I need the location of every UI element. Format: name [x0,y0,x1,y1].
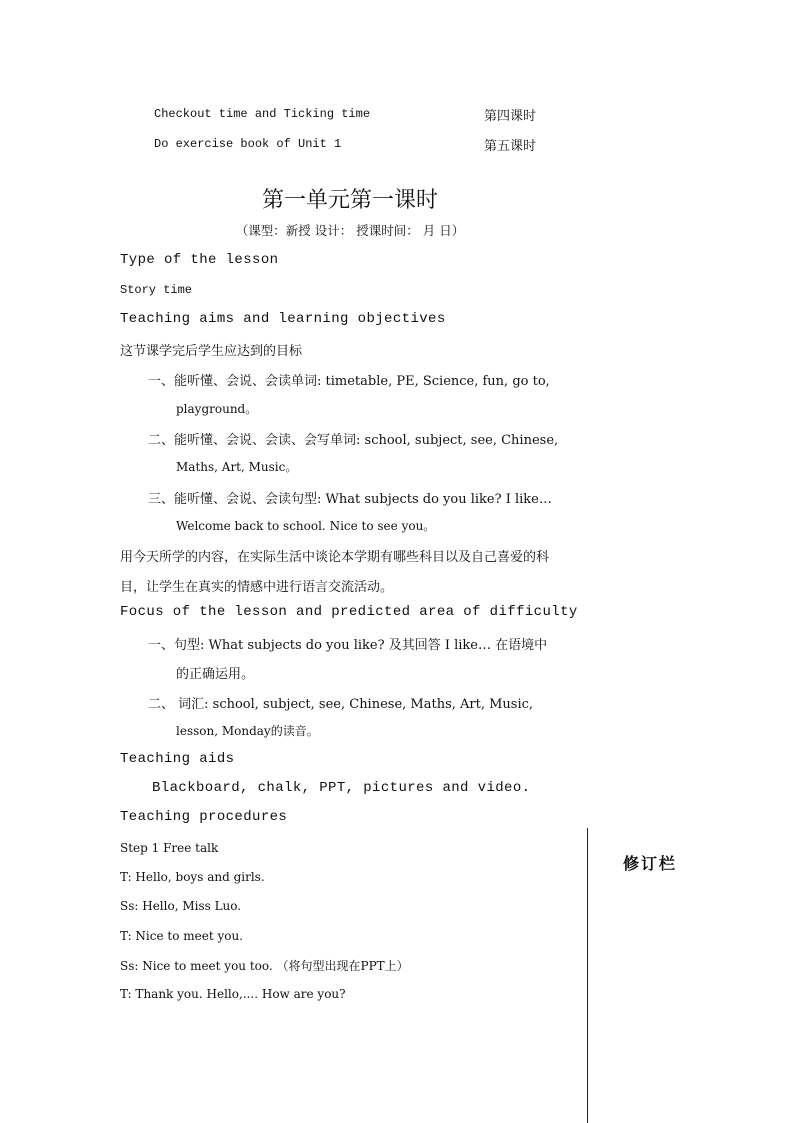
page-title: 第一单元第一课时 [261,188,438,213]
focus-2-line1 [148,693,533,712]
procedure-line-4: T: Nice to meet you. [120,929,244,943]
aim-2-text: 能听懂、会说、会读、会写单词: school, subject, see, Chinese, [174,433,559,448]
focus-2-line2: lesson, Monday的读音。 [176,724,319,738]
procedure-line-1: Step 1 Free talk [120,841,219,855]
focus-1-line1 [148,634,547,653]
procedure-line-5: Ss: Nice to meet you too. （将句型出现在PPT上） [120,959,409,973]
aims-paragraph-line2: 目，让学生在真实的情感中进行语言交流活动。 [120,580,394,595]
aim-1-marker: 一、 [148,374,175,389]
aim-3-marker: 三、 [148,492,175,507]
aim-3-line1 [148,488,552,507]
aims-paragraph-line1: 用今天所学的内容，在实际生活中谈论本学期有哪些科目以及自己喜爱的科 [120,550,550,565]
focus-2-marker: 二、 [148,697,175,712]
aids-value: Blackboard, chalk, PPT, pictures and video. [152,780,531,796]
aim-1-line2: playground。 [176,402,258,416]
aim-2-marker: 二、 [148,433,175,448]
procedures-heading: Teaching procedures [120,809,288,825]
aim-2-line1 [148,429,558,448]
aims-heading: Teaching aims and learning objectives [120,311,446,327]
type-heading: Type of the lesson [120,252,279,268]
schedule-item-5: Do exercise book of Unit 1 [154,137,342,151]
aim-3-line2: Welcome back to school. Nice to see you。 [176,519,436,533]
revision-divider [587,828,588,1123]
schedule-period-5: 第五课时 [484,139,537,154]
procedure-line-2: T: Hello, boys and girls. [120,870,265,884]
aims-intro: 这节课学完后学生应达到的目标 [120,344,303,359]
aids-heading: Teaching aids [120,751,235,767]
focus-1-line2: 的正确运用。 [176,667,255,682]
focus-2-text: 词汇: school, subject, see, Chinese, Maths, Art, Music, [174,697,534,712]
aim-1-text: 能听懂、会说、会读单词: timetable, PE, Science, fun, go to, [174,374,550,389]
procedure-line-3: Ss: Hello, Miss Luo. [120,899,242,913]
focus-heading: Focus of the lesson and predicted area of difficulty [120,604,578,620]
schedule-period-4: 第四课时 [484,109,537,124]
focus-1-marker: 一、 [148,638,175,653]
page-subtitle: （课型：新授 设计： 授课时间： 月 日） [235,223,465,238]
procedure-line-6: T: Thank you. Hello,.... How are you? [120,987,346,1001]
aim-2-line2: Maths, Art, Music。 [176,460,298,474]
focus-1-text: 句型: What subjects do you like? 及其回答 I like… 在语境中 [174,638,548,653]
schedule-item-4: Checkout time and Ticking time [154,107,371,121]
type-value: Story time [120,283,193,297]
aim-3-text: 能听懂、会说、会读句型: What subjects do you like? I like… [174,492,552,507]
revision-label: 修订栏 [623,854,678,873]
aim-1-line1 [148,370,550,389]
